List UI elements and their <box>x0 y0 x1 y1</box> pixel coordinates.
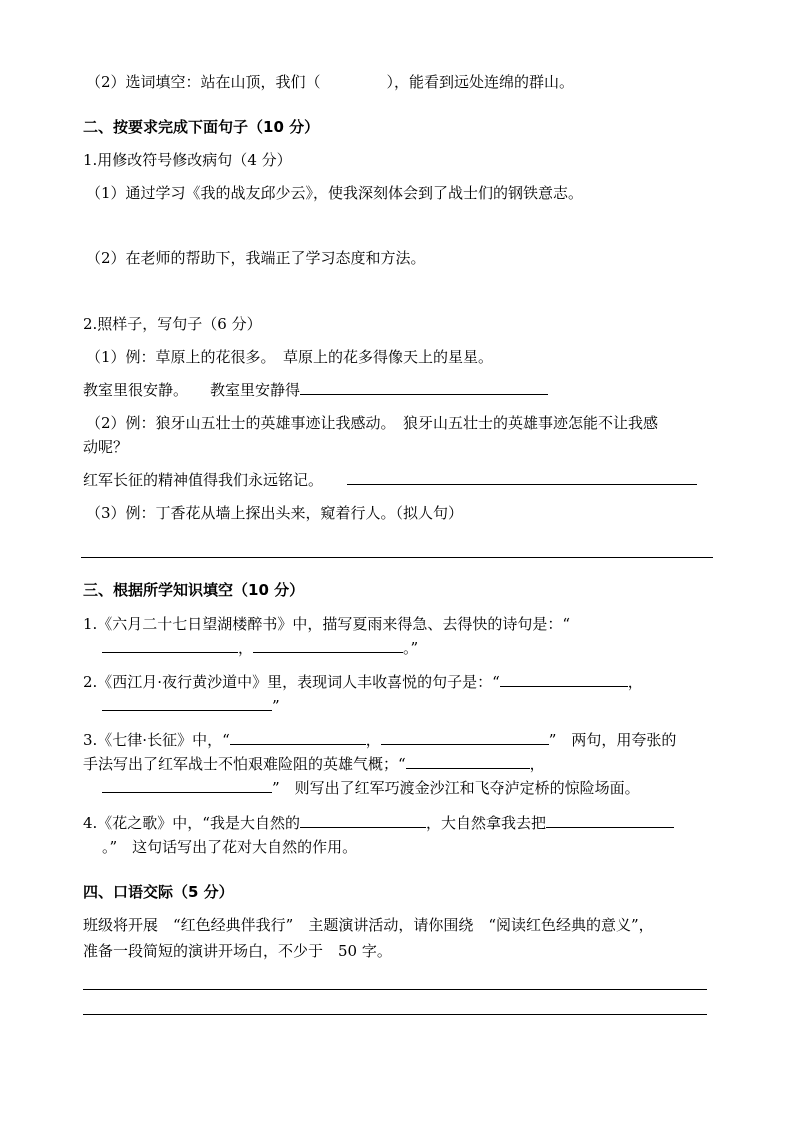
poem-question-1-line-1: 1.《六月二十七日望湖楼醉书》中，描写夏雨来得急、去得快的诗句是：“ <box>83 615 570 633</box>
poem-blank-2a[interactable] <box>500 672 628 687</box>
example-2-line-2: 动呢？ <box>83 438 129 456</box>
answer-blank-1[interactable] <box>300 380 548 395</box>
poem-blank-3b[interactable] <box>381 730 549 745</box>
writing-line-1[interactable] <box>83 989 707 990</box>
sentence-correction-2: （2）在老师的帮助下，我端正了学习态度和方法。 <box>86 249 426 267</box>
poem-question-1-line-2: ， 。” <box>102 638 418 658</box>
poem-blank-4a[interactable] <box>300 813 426 828</box>
poem-blank-4b[interactable] <box>546 813 674 828</box>
poem-question-4-line-1: 4.《花之歌》中，“我是大自然的 ，大自然拿我去把 <box>83 813 674 833</box>
poem-blank-2b[interactable] <box>102 696 272 711</box>
writing-line-2[interactable] <box>83 1014 707 1015</box>
speaking-prompt-line-2: 准备一段简短的演讲开场白，不少于 50 字。 <box>83 942 392 960</box>
poem-question-2-line-1: 2.《西江月·夜行黄沙道中》里，表现词人丰收喜悦的句子是：“ ， <box>83 673 643 691</box>
example-2-line-1: （2）例：狼牙山五壮士的英雄事迹让我感动。 狼牙山五壮士的英雄事迹怎能不让我感 <box>86 414 659 432</box>
poem-blank-3c[interactable] <box>406 754 530 769</box>
poem-question-3-line-2: 手法写出了红军战士不怕艰难险阻的英雄气概；“ ， <box>83 755 545 773</box>
fill-word-blank[interactable] <box>321 73 387 87</box>
speaking-prompt-line-1: 班级将开展 “红色经典伴我行” 主题演讲活动，请你围绕 “阅读红色经典的意义”， <box>83 916 654 934</box>
poem-question-3-line-3: ” 则写出了红军巧渡金沙江和飞夺泸定桥的惊险场面。 <box>102 778 640 798</box>
example-1: （1）例：草原上的花很多。 草原上的花多得像天上的星星。 <box>86 348 494 366</box>
poem-blank-3a[interactable] <box>230 730 366 745</box>
part-2-heading: 2.照样子，写句子（6 分） <box>83 315 262 333</box>
fill-word-question: （2）选词填空：站在山顶，我们（ ），能看到远处连绵的群山。 <box>86 73 575 91</box>
poem-blank-1a[interactable] <box>102 638 238 653</box>
imitate-question-1: 教室里很安静。 教室里安静得 <box>83 380 548 400</box>
section-2-title: 二、按要求完成下面句子（10 分） <box>83 118 320 136</box>
sentence-correction-1: （1）通过学习《我的战友邱少云》，使我深刻体会到了战士们的钢铁意志。 <box>86 184 584 202</box>
part-1-heading: 1.用修改符号修改病句（4 分） <box>83 151 292 169</box>
poem-question-3-line-1: 3.《七律·长征》中，“ ， ” 两句，用夸张的 <box>83 731 677 749</box>
imitate-question-2: 红军长征的精神值得我们永远铭记。 <box>83 470 697 490</box>
answer-line-3[interactable] <box>81 557 713 558</box>
section-4-title: 四、口语交际（5 分） <box>83 883 234 901</box>
example-3: （3）例：丁香花从墙上探出头来，窥着行人。（拟人句） <box>86 504 464 522</box>
poem-question-2-line-2: ” <box>102 696 280 716</box>
poem-question-4-line-2: 。” 这句话写出了花对大自然的作用。 <box>102 838 358 856</box>
poem-blank-1b[interactable] <box>253 638 403 653</box>
poem-blank-3d[interactable] <box>102 778 272 793</box>
answer-blank-2[interactable] <box>347 470 697 485</box>
section-3-title: 三、根据所学知识填空（10 分） <box>83 581 305 599</box>
